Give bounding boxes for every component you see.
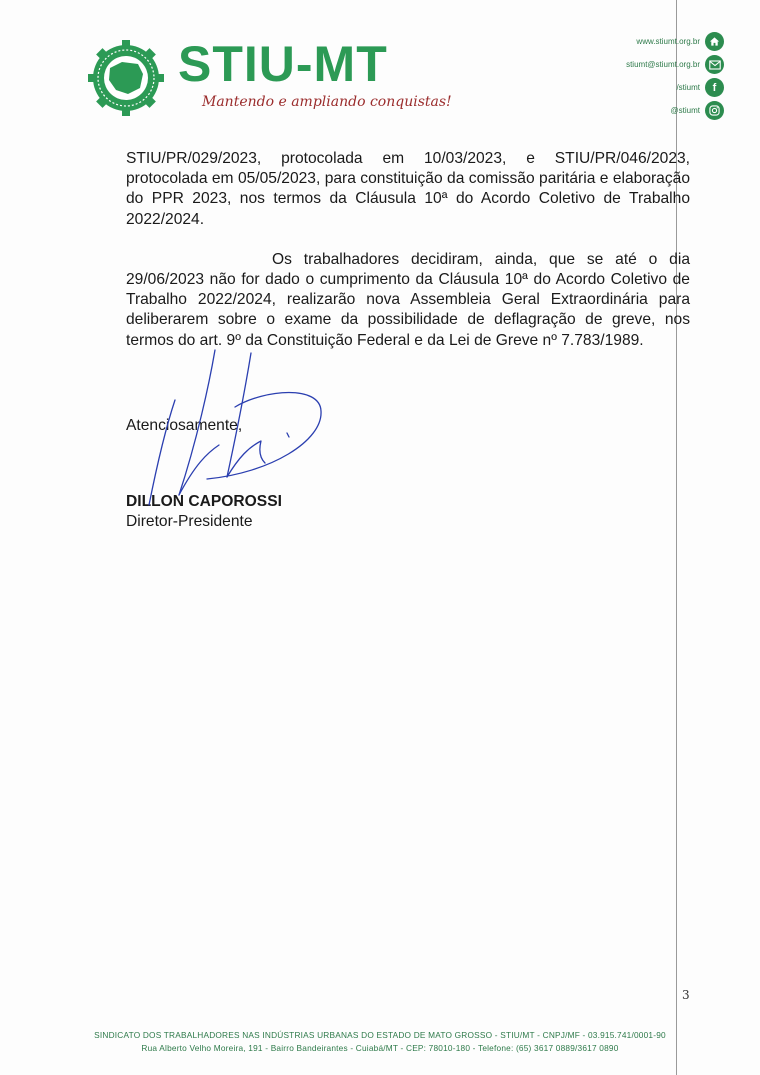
paragraph-protocol: STIU/PR/029/2023, protocolada em 10/03/2023, e STIU/PR/046/2023, protocolada em 05/05/2023, para constituição da comissão paritária e elaboração do PPR 2023, nos termos da Cláusula 10ª do Acordo Coletivo de Trabalho 2022/2024. [126,150,690,228]
contact-website[interactable] [584,30,724,53]
stiu-logo [80,38,460,118]
slogan: Mantendo e ampliando conquistas! [202,94,452,110]
email-text[interactable]: stiumt@stiumt.org.br [626,60,700,69]
footer-organization: SINDICATO DOS TRABALHADORES NAS INDÚSTRIAS URBANAS DO ESTADO DE MATO GROSSO - STIU/MT - CNPJ/MF - 03.915.741/0001-90 [94,1030,666,1040]
instagram-text[interactable]: @stiumt [670,106,700,115]
contact-facebook[interactable] [584,76,724,99]
contact-instagram[interactable] [584,99,724,122]
website-text[interactable]: www.stiumt.org.br [636,37,700,46]
letter-body [126,149,690,371]
signer-role: Diretor-Presidente [126,513,253,530]
facebook-icon: f [705,78,724,97]
brand-name: STIU-MT [178,36,388,92]
footer-address: Rua Alberto Velho Moreira, 191 - Bairro Bandeirantes - Cuiabá/MT - CEP: 78010-180 - Telefone: (65) 3617 0889/3617 0890 [141,1043,619,1053]
facebook-text[interactable]: /stiumt [676,83,700,92]
paragraph-strike-notice: Os trabalhadores decidiram, ainda, que se até o dia 29/06/2023 não for dado o cumprimento da Cláusula 10ª do Acordo Coletivo de Trabalho 2022/2024, realizarão nova Assembleia Geral Extraordinária para deliberarem sobre o exame da possibilidade de deflagração de greve, nos termos do art. 9º da Constituição Federal e da Lei de Greve nº 7.783/1989. [126,250,690,349]
union-emblem-icon [80,38,172,118]
page-number: 3 [682,988,690,1002]
home-icon [705,32,724,51]
mail-icon [705,55,724,74]
signer-name: DILLON CAPOROSSI [126,493,282,510]
handwritten-signature [135,345,335,520]
instagram-icon [705,101,724,120]
contact-list [584,30,724,122]
contact-email[interactable] [584,53,724,76]
closing-salutation: Atenciosamente, [126,417,243,434]
